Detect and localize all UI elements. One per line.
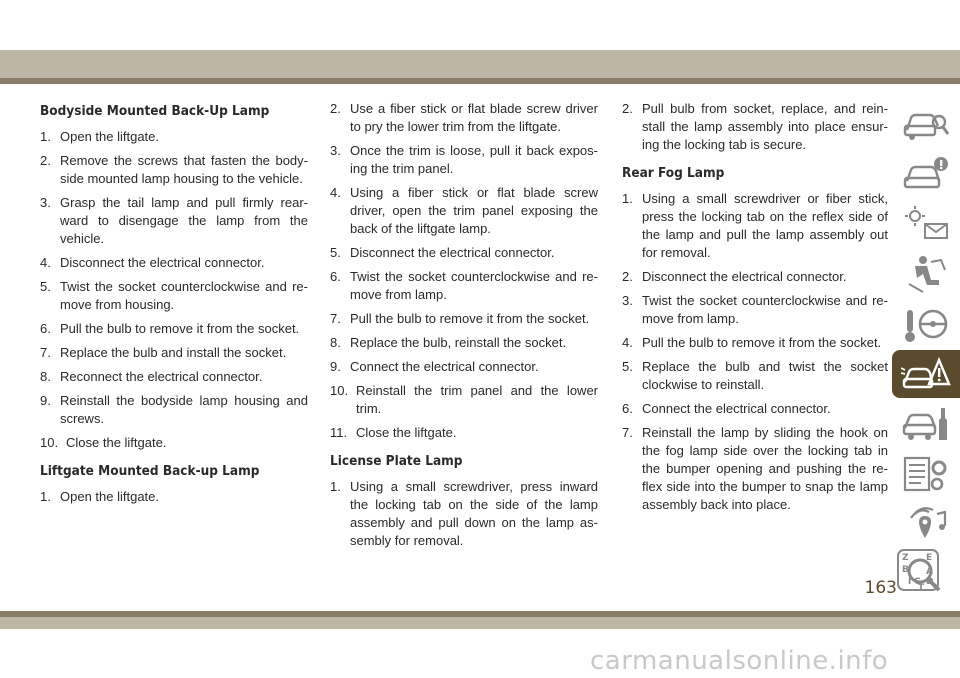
list-item: 2. Disconnect the electrical connector. — [622, 269, 847, 284]
list-item: 3. Once the trim is loose, pull it back expos-ing the trim panel. — [330, 143, 598, 176]
list-item: 6. Pull the bulb to remove it from the socket. — [40, 321, 300, 336]
list-item: 5. Disconnect the electrical connector. — [330, 245, 555, 260]
list-item: 7. Replace the bulb and install the socket. — [40, 345, 287, 360]
list-item: 9. Connect the electrical connector. — [330, 359, 539, 374]
list-item: 10. Reinstall the trim panel and the lower trim. — [330, 383, 598, 416]
spec-list-gear-icon[interactable] — [892, 450, 960, 498]
list-item: 7. Reinstall the lamp by sliding the hook on the fog lamp side over the locking tab in the bumper opening and pushing the re-flex side into the bumper to snap the lamp assembly back into place. — [622, 425, 888, 512]
header-band-rule — [0, 78, 960, 84]
section-heading: License Plate Lamp — [330, 453, 463, 469]
list-item: 2. Use a fiber stick or flat blade screw driver to pry the lower trim from the liftgate. — [330, 101, 598, 134]
footer-band — [0, 617, 960, 629]
svg-text:T: T — [918, 583, 925, 592]
list-item: 10. Close the liftgate. — [40, 435, 167, 450]
list-item: 5. Replace the bulb and twist the socket clockwise to reinstall. — [622, 359, 888, 392]
list-item: 7. Pull the bulb to remove it from the socket. — [330, 311, 590, 326]
section-heading: Rear Fog Lamp — [622, 165, 725, 181]
list-item: 4. Pull the bulb to remove it from the socket. — [622, 335, 882, 350]
list-item: 3. Grasp the tail lamp and pull firmly rear-ward to disengage the lamp from the vehicle. — [40, 195, 308, 246]
car-service-icon[interactable] — [892, 400, 960, 448]
svg-text:Z: Z — [902, 553, 909, 563]
list-item: 4. Disconnect the electrical connector. — [40, 255, 265, 270]
list-item: 1. Open the liftgate. — [40, 129, 160, 144]
svg-text:B: B — [902, 565, 909, 575]
car-info-icon[interactable] — [892, 150, 960, 198]
watermark: carmanualsonline.info — [590, 646, 889, 676]
airbag-seat-icon[interactable] — [892, 250, 960, 298]
section-heading: Liftgate Mounted Back-up Lamp — [40, 463, 260, 479]
chapter-tab-sidebar — [892, 100, 960, 600]
svg-text:D: D — [926, 577, 934, 587]
list-item: 2. Remove the screws that fasten the body-side mounted lamp housing to the vehicle. — [40, 153, 308, 186]
svg-text:C: C — [914, 577, 921, 587]
hazard-car-icon[interactable] — [892, 350, 960, 398]
list-item: 6. Connect the electrical connector. — [622, 401, 831, 416]
column-2 — [330, 100, 598, 556]
list-item: 9. Reinstall the bodyside lamp housing and screws. — [40, 393, 308, 426]
svg-text:E: E — [926, 553, 933, 563]
list-item: 11. Close the liftgate. — [330, 425, 457, 440]
column-1 — [40, 100, 308, 512]
car-search-icon[interactable] — [892, 100, 960, 148]
section-heading: Bodyside Mounted Back-Up Lamp — [40, 103, 270, 119]
header-band — [0, 50, 960, 78]
svg-text:A: A — [926, 567, 933, 577]
list-item: 1. Open the liftgate. — [40, 489, 160, 504]
media-nav-icon[interactable] — [892, 500, 960, 548]
list-item: 3. Twist the socket counterclockwise and re-move from lamp. — [622, 293, 888, 326]
list-item: 6. Twist the socket counterclockwise and re-move from lamp. — [330, 269, 598, 302]
list-item: 1. Using a small screwdriver, press inward the locking tab on the side of the lamp assembly and pull down on the lamp as-sembly for removal. — [330, 479, 598, 548]
page-number: 163 — [864, 578, 897, 598]
list-item: 8. Reconnect the electrical connector. — [40, 369, 263, 384]
column-3 — [622, 100, 888, 520]
list-item: 1. Using a small screwdriver or fiber stick, press the locking tab on the reflex side of the lamp and pull the lamp assembly out for removal. — [622, 191, 888, 260]
svg-text:I: I — [908, 577, 912, 587]
dashboard-warning-icon[interactable] — [892, 200, 960, 248]
list-item: 4. Using a fiber stick or flat blade screw driver, open the trim panel exposing the back of the liftgate lamp. — [330, 185, 598, 236]
list-item: 2. Pull bulb from socket, replace, and rein-stall the lamp assembly into place ensur-ing the locking tab is secure. — [622, 101, 888, 152]
list-item: 8. Replace the bulb, reinstall the socket. — [330, 335, 567, 350]
steering-key-icon[interactable] — [892, 300, 960, 348]
alphabet-index-icon[interactable] — [896, 548, 940, 592]
list-item: 5. Twist the socket counterclockwise and re-move from housing. — [40, 279, 308, 312]
